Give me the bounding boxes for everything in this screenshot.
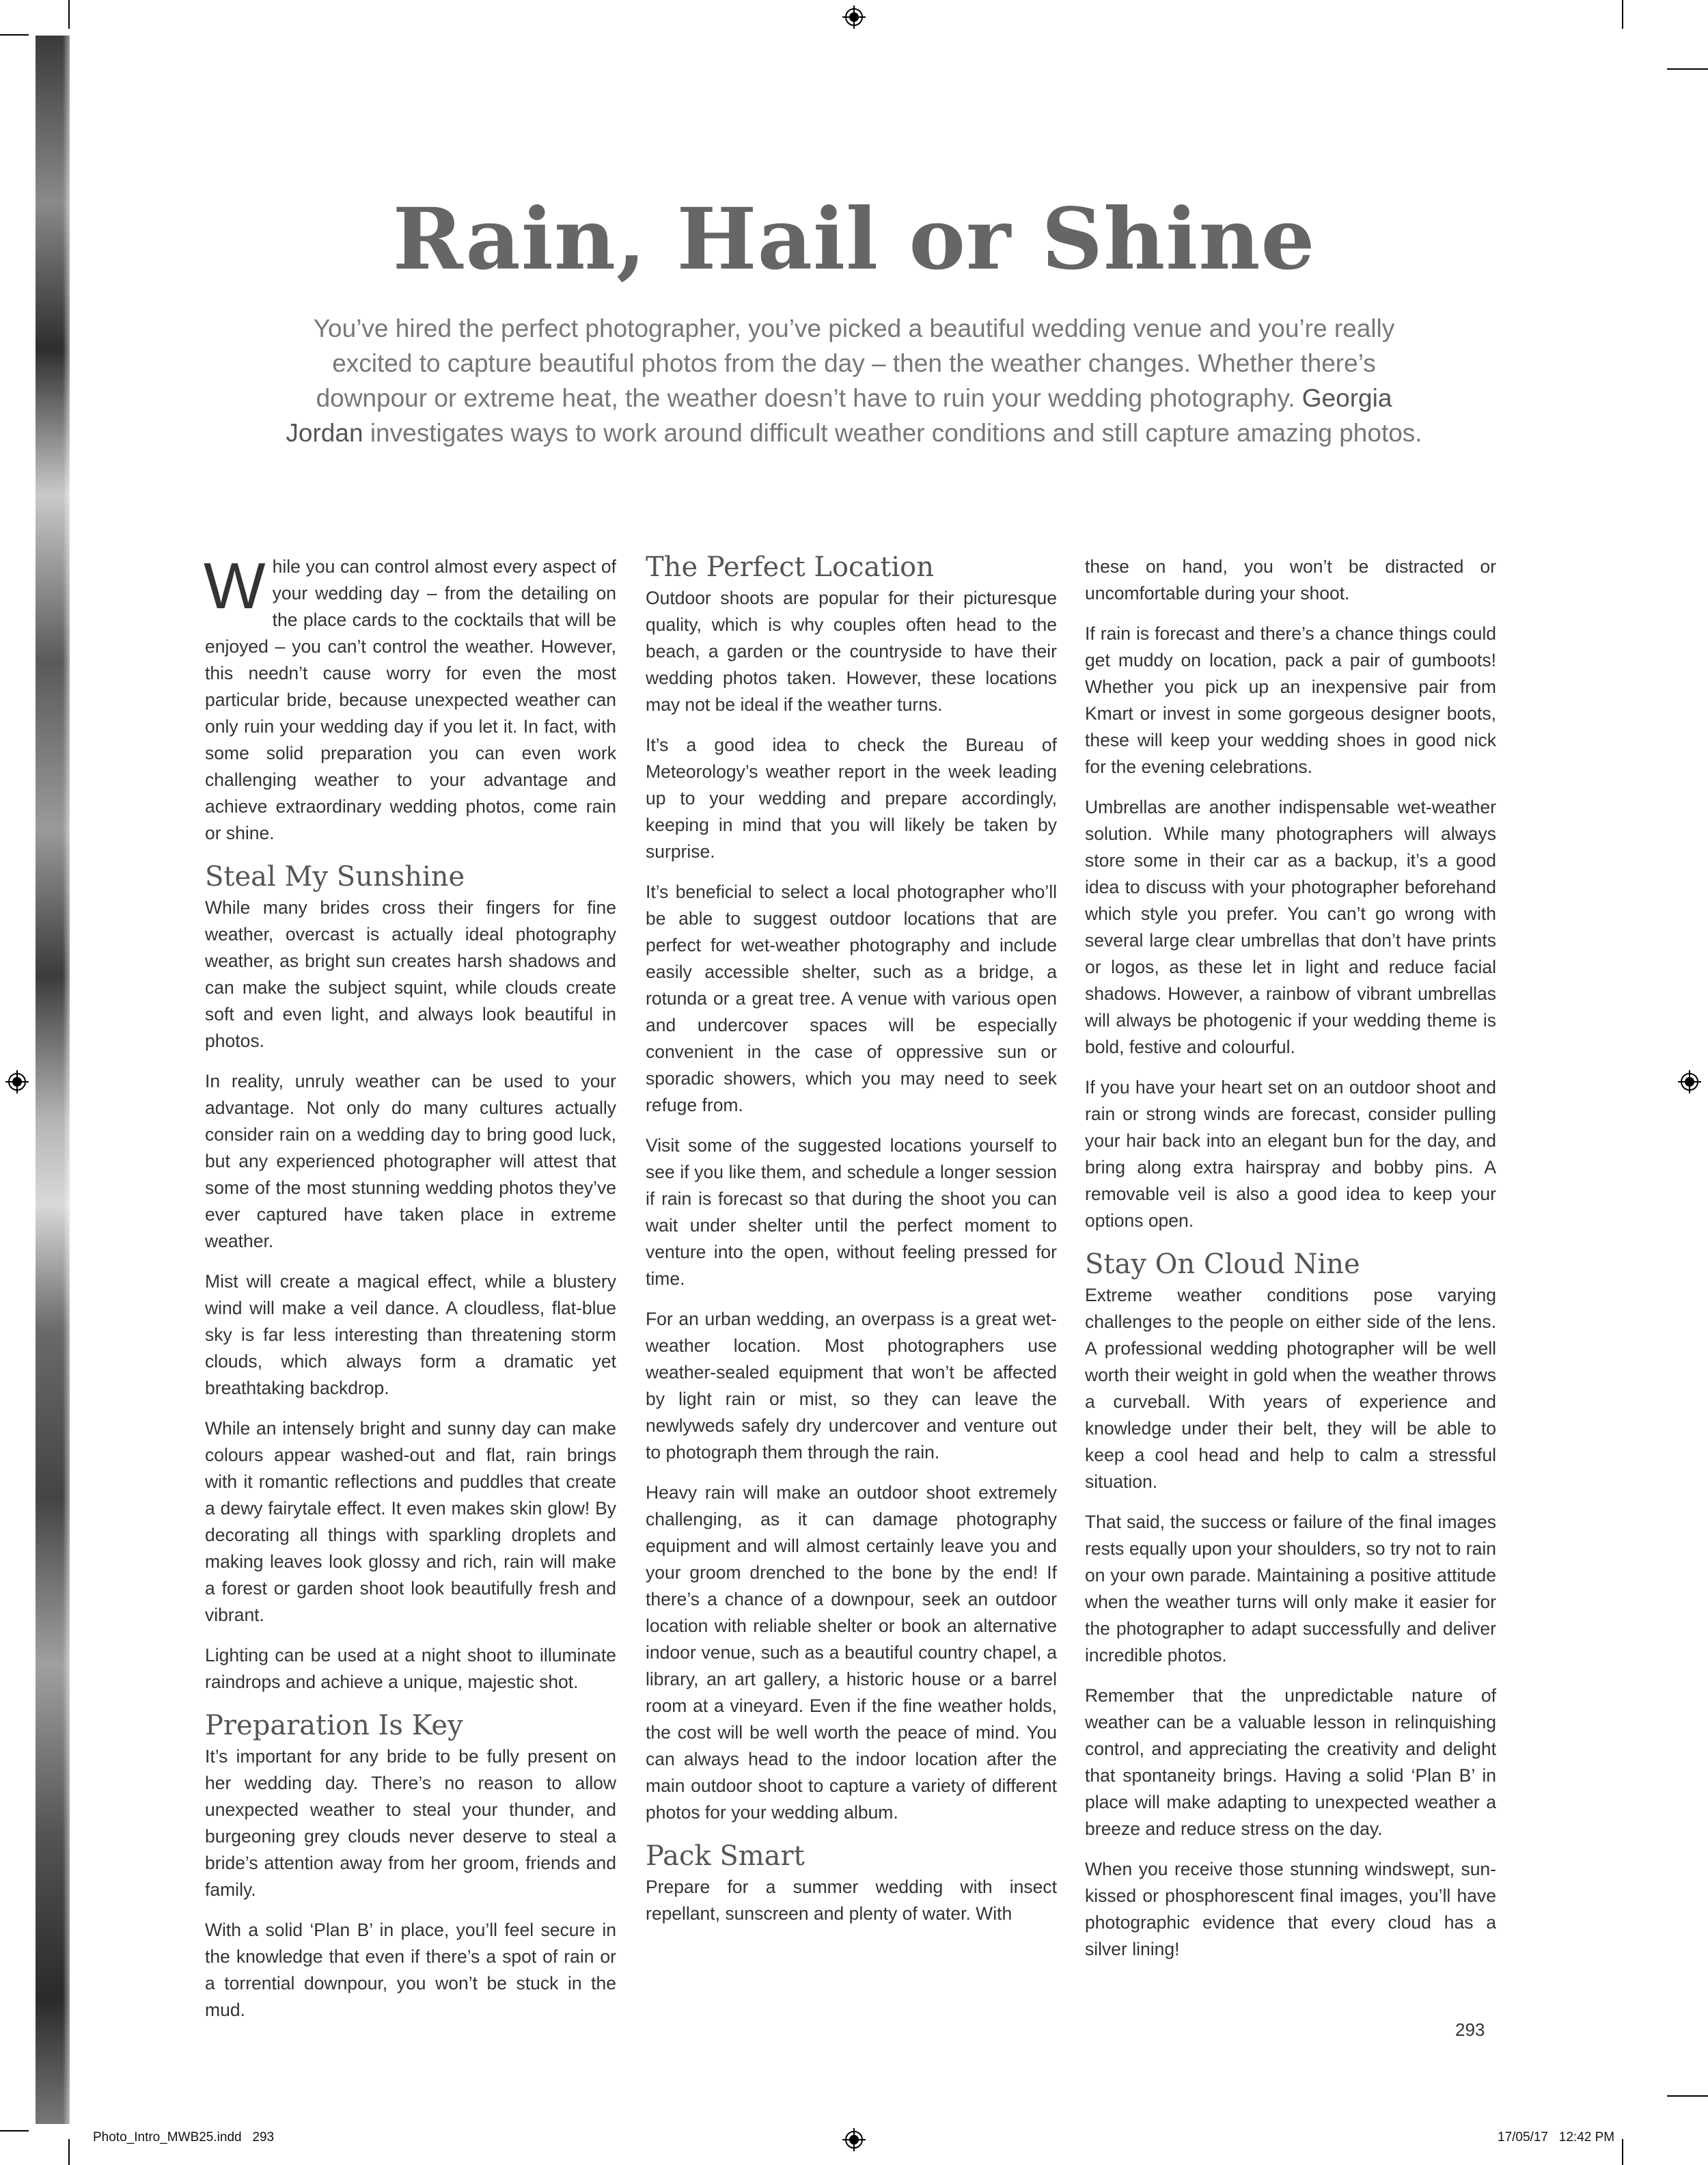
crop-mark bbox=[1667, 68, 1708, 70]
paragraph: these on hand, you won’t be distracted or uncomfortable during your shoot. bbox=[1085, 556, 1496, 603]
heading-preparation-is-key: Preparation Is Key bbox=[205, 1710, 463, 1741]
slug-datetime: 17/05/17 12:42 PM bbox=[1498, 2130, 1615, 2144]
registration-mark-top bbox=[842, 5, 866, 29]
paragraph: If you have your heart set on an outdoor shoot and rain or strong winds are forecast, consider pulling your hair back into an elegant bun for the day, and bring along extra hairspray and bobby pins. A removable veil is also a good idea to keep your options open. bbox=[1085, 1077, 1496, 1231]
paragraph: While an intensely bright and sunny day can make colours appear washed-out and flat, rain brings with it romantic reflections and puddles that create a dewy fairytale effect. It even makes skin glow! By decorating all things with sparkling droplets and making leaves look glossy and rich, rain will make a forest or garden shoot look beautifully fresh and vibrant. bbox=[205, 1418, 616, 1625]
paragraph: For an urban wedding, an overpass is a great wet-weather location. Most photographers use weather-sealed equipment that won’t be affected by light rain or mist, so they can leave the newlyweds safely dry undercover and venture out to photograph them through the rain. bbox=[646, 1309, 1057, 1462]
registration-mark-bottom bbox=[842, 2128, 866, 2151]
paragraph: Umbrellas are another indispensable wet-weather solution. While many photographers will always store some in their car as a backup, it’s a good idea to discuss with your photographer beforehand which style you prefer. You can’t go wrong with several large clear umbrellas that don’t have prints or logos, as these let in light and reduce facial shadows. However, a rainbow of vibrant umbrellas will always be photogenic if your wedding theme is bold, festive and colourful. bbox=[1085, 797, 1496, 1057]
author-name: Georgia Jordan bbox=[286, 384, 1392, 447]
paragraph: It’s a good idea to check the Bureau of Meteorology’s weather report in the week leading up to your wedding and prepare accordingly, keeping in mind that you will likely be taken by surprise. bbox=[646, 735, 1057, 862]
intro-standfirst bbox=[277, 311, 1431, 450]
page-number: 293 bbox=[1455, 2019, 1485, 2040]
crop-mark bbox=[0, 34, 29, 36]
column-2 bbox=[646, 554, 1057, 1941]
intro-text: You’ve hired the perfect photographer, you’ve picked a beautiful wedding venue and you’re really excited to capture beautiful photos from the day – then the weather changes. Whether there’s downpour or extreme heat, the weather doesn’t have to ruin your wedding photography. bbox=[313, 314, 1395, 412]
paragraph: When you receive those stunning windswept, sun-kissed or phosphorescent final images, you’ll have photographic evidence that every cloud has a silver lining! bbox=[1085, 1859, 1496, 1959]
crop-mark bbox=[1667, 2095, 1708, 2097]
paragraph: Outdoor shoots are popular for their picturesque quality, which is why couples often head to the beach, a garden or the countryside to have their wedding photos taken. However, these locations may not be ideal if the weather turns. bbox=[646, 588, 1057, 715]
paragraph: Heavy rain will make an outdoor shoot extremely challenging, as it can damage photography equipment and will almost certainly leave you and your groom drenched to the bone by the end! If there’s a chance of a downpour, seek an outdoor location with reliable shelter or book an alternative indoor venue, such as a beautiful country chapel, a library, an art gallery, a historic house or a barrel room at a vineyard. Even if the fine weather holds, the cost will be well worth the peace of mind. You can always head to the indoor location after the main outdoor shoot to capture a variety of different photos for your wedding album. bbox=[646, 1482, 1057, 1823]
registration-mark-left bbox=[5, 1070, 29, 1093]
column-3 bbox=[1085, 554, 1496, 1976]
crop-mark bbox=[0, 2130, 29, 2132]
paragraph: It’s important for any bride to be fully present on her wedding day. There’s no reason to allow unexpected weather to steal your thunder, and burgeoning grey clouds never deserve to steal a bride’s attention away from her groom, friends and family. bbox=[205, 1746, 616, 1900]
paragraph: Prepare for a summer wedding with insect repellant, sunscreen and plenty of water. With bbox=[646, 1877, 1057, 1924]
heading-stay-on-cloud-nine: Stay On Cloud Nine bbox=[1085, 1249, 1360, 1280]
photo-strip bbox=[36, 36, 70, 2124]
crop-mark bbox=[68, 0, 70, 29]
intro-text-end: investigates ways to work around difficult weather conditions and still capture amazing photos. bbox=[363, 419, 1422, 447]
article-title: Rain, Hail or Shine bbox=[392, 190, 1316, 289]
crop-mark bbox=[1622, 0, 1623, 29]
paragraph: Mist will create a magical effect, while a blustery wind will make a veil dance. A cloudless, flat-blue sky is far less interesting than threatening storm clouds, which always form a dramatic yet breathtaking backdrop. bbox=[205, 1271, 616, 1398]
column-1 bbox=[204, 549, 616, 2037]
paragraph: While many brides cross their fingers for fine weather, overcast is actually ideal photography weather, as bright sun creates harsh shadows and can make the subject squint, while clouds create soft and even light, and always look beautiful in photos. bbox=[205, 897, 616, 1051]
paragraph: While you can control almost every aspect of your wedding day – from the detailing on the place cards to the cocktails that will be enjoyed – you can’t control the weather. However, this needn’t cause worry for even the most particular bride, because unexpected weather can only ruin your wedding day if you let it. In fact, with some solid preparation you can even work challenging weather to your advantage and achieve extraordinary wedding photos, come rain or shine. bbox=[204, 549, 616, 843]
paragraph: Lighting can be used at a night shoot to illuminate raindrops and achieve a unique, majestic shot. bbox=[205, 1645, 616, 1692]
paragraph: With a solid ‘Plan B’ in place, you’ll feel secure in the knowledge that even if there’s a spot of rain or a torrential downpour, you won’t be stuck in the mud. bbox=[205, 1920, 616, 2020]
crop-mark bbox=[68, 2139, 70, 2165]
paragraph: It’s beneficial to select a local photographer who’ll be able to suggest outdoor locations that are perfect for wet-weather photography and include easily accessible shelter, such as a bridge, a rotunda or a great tree. A venue with various open and undercover spaces will be especially convenient in the case of oppressive sun or sporadic showers, which you may need to seek refuge from. bbox=[646, 882, 1057, 1115]
paragraph: Visit some of the suggested locations yourself to see if you like them, and schedule a longer session if rain is forecast so that during the shoot you can wait under shelter until the perfect moment to venture into the open, without feeling pressed for time. bbox=[646, 1135, 1057, 1289]
paragraph: Remember that the unpredictable nature of weather can be a valuable lesson in relinquishing control, and appreciating the creativity and delight that spontaneity brings. Having a solid ‘Plan B’ in place will make adapting to unexpected weather a breeze and reduce stress on the day. bbox=[1085, 1685, 1496, 1839]
paragraph: Extreme weather conditions pose varying challenges to the people on either side of the lens. A professional wedding photographer will be well worth their weight in gold when the weather throws a curveball. With years of experience and knowledge under their belt, they will be able to keep a cool head and help to calm a stressful situation. bbox=[1085, 1285, 1496, 1492]
drop-cap: W bbox=[204, 549, 266, 623]
paragraph: If rain is forecast and there’s a chance things could get muddy on location, pack a pair of gumboots! Whether you pick up an inexpensive pair from Kmart or invest in some gorgeous designer boots, these will keep your wedding shoes in good nick for the evening celebrations. bbox=[1085, 623, 1496, 777]
paragraph: That said, the success or failure of the final images rests equally upon your shoulders, so try not to rain on your own parade. Maintaining a positive attitude when the weather turns will only make it easier for the photographer to adapt successfully and deliver incredible photos. bbox=[1085, 1512, 1496, 1665]
crop-mark bbox=[1622, 2139, 1623, 2165]
heading-the-perfect-location: The Perfect Location bbox=[646, 552, 935, 583]
heading-steal-my-sunshine: Steal My Sunshine bbox=[205, 861, 465, 893]
registration-mark-right bbox=[1678, 1070, 1701, 1093]
slug-file: Photo_Intro_MWB25.indd 293 bbox=[93, 2130, 275, 2144]
paragraph: In reality, unruly weather can be used to your advantage. Not only do many cultures actually consider rain on a wedding day to bring good luck, but any experienced photographer will attest that some of the most stunning wedding photos they’ve ever captured have taken place in extreme weather. bbox=[205, 1071, 616, 1251]
heading-pack-smart: Pack Smart bbox=[646, 1840, 805, 1872]
